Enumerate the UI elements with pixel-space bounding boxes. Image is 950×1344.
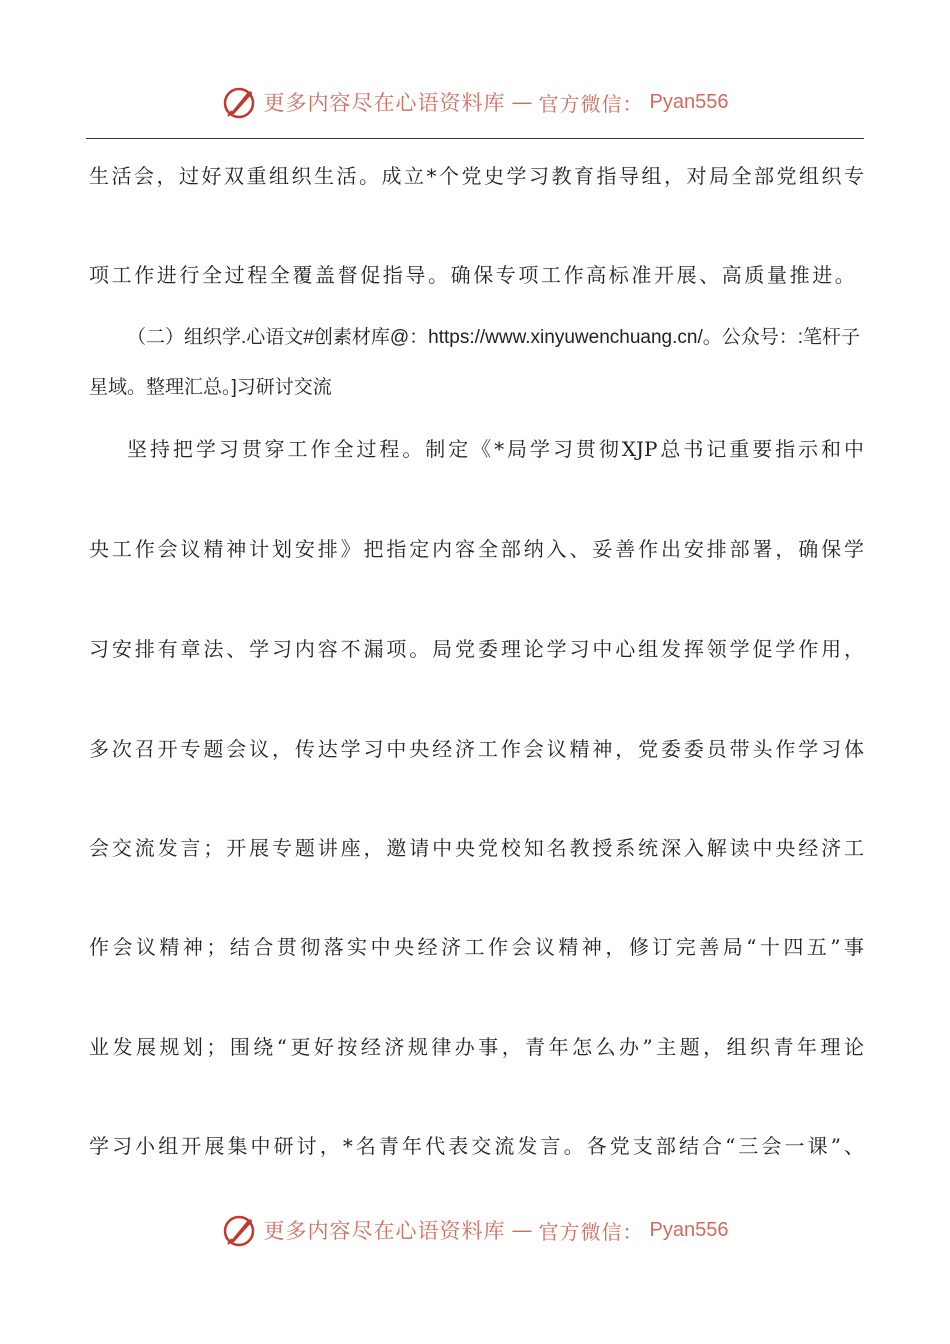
paragraph-line-7: 业发展规划；围绕“更好按经济规律办事，青年怎么办”主题，组织青年理论 [89,1035,864,1059]
paragraph-line-6: 作会议精神；结合贯彻落实中央经济工作会议精神，修订完善局“十四五”事 [89,935,864,959]
header-separator: — [511,90,533,114]
header-banner [0,82,950,122]
body-line-2: 项工作进行全过程全覆盖督促指导。确保专项工作高标准开展、高质量推进。 [89,263,858,287]
section-heading-line-2: 星域。整理汇总。]习研讨交流 [89,377,332,398]
header-wechat-label: 官方微信： [538,91,644,116]
quill-logo-icon [222,1212,258,1248]
section-heading-line-1: （二）组织学.心语文#创素材库@：https://www.xinyuwenchuang.cn/。公众号：:笔杆子 [127,327,861,348]
footer-wechat-id: Pyan556 [649,1218,729,1241]
header-divider [86,138,864,139]
header-site-text: 更多内容尽在心语资料库 [263,91,506,115]
paragraph-line-3: 习安排有章法、学习内容不漏项。局党委理论学习中心组发挥领学促学作用， [89,637,864,661]
footer-wechat-label: 官方微信： [538,1219,644,1244]
paragraph-line-5: 会交流发言；开展专题讲座，邀请中央党校知名教授系统深入解读中央经济工 [89,836,864,860]
footer-separator: — [511,1218,533,1242]
paragraph-line-2: 央工作会议精神计划安排》把指定内容全部纳入、妥善作出安排部署，确保学 [89,537,864,561]
paragraph-line-8: 学习小组开展集中研讨，*名青年代表交流发言。各党支部结合“三会一课”、 [89,1134,864,1158]
footer-site-text: 更多内容尽在心语资料库 [263,1219,506,1243]
header-wechat-id: Pyan556 [649,90,729,113]
paragraph-line-1: 坚持把学习贯穿工作全过程。制定《*局学习贯彻XJP总书记重要指示和中 [127,437,864,461]
quill-logo-icon [222,84,258,120]
body-line-1: 生活会，过好双重组织生活。成立*个党史学习教育指导组，对局全部党组织专 [89,164,864,188]
footer-banner [0,1210,950,1250]
paragraph-line-4: 多次召开专题会议，传达学习中央经济工作会议精神，党委委员带头作学习体 [89,737,864,761]
